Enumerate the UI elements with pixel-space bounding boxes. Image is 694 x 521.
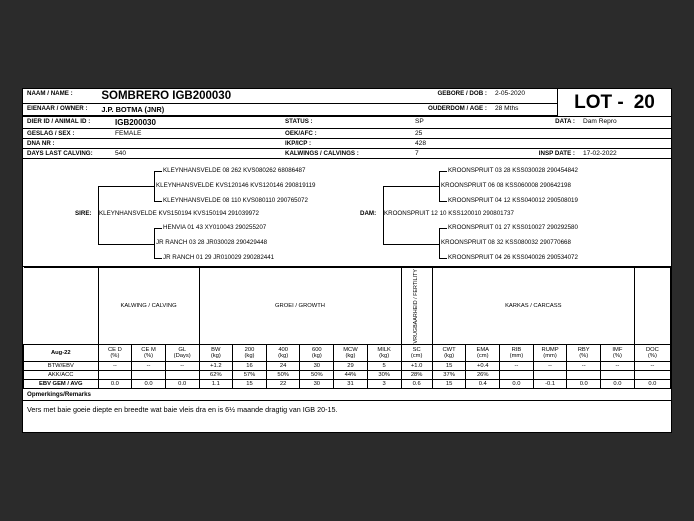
- cell-avg-ce-d: 0.0: [98, 380, 132, 389]
- value-insp-date: 17-02-2022: [583, 150, 617, 157]
- dam-ancestor-1: KROONSPRUIT 03 28 KSS030028 290454842: [448, 167, 578, 174]
- col-doc-unit: (%): [647, 353, 657, 360]
- cell-btw-rib: --: [500, 362, 534, 371]
- table-column-header-row: [24, 345, 671, 362]
- col-ce-m-name: CE M: [141, 346, 156, 353]
- header-block: [23, 89, 671, 117]
- col-400-unit: (kg): [278, 353, 289, 360]
- dam-ancestor-3: KROONSPRUIT 04 12 KSS040012 290508019: [448, 197, 578, 204]
- group-calving: KALWING / CALVING: [98, 268, 199, 345]
- group-fertility-label: VRUGBAARHEID / FERTILITY: [412, 269, 419, 344]
- label-dna-right: [473, 139, 579, 148]
- sire-bracket-top: [98, 186, 154, 187]
- label-owner: EIENAAR / OWNER :: [27, 105, 88, 112]
- label-owner-mid: [240, 104, 349, 115]
- value-animal-name: SOMBRERO IGB200030: [101, 90, 232, 102]
- value-sex: FEMALE: [115, 130, 142, 137]
- cell-btw-200: 16: [233, 362, 267, 371]
- value-age: 28 Mths: [494, 105, 519, 112]
- remarks-text: Vers met baie goeie diepte en breedte wat baie vleis dra en is 6½ maande dragtig van IGB 20-15.: [27, 405, 338, 415]
- cell-avg-600: 30: [300, 380, 334, 389]
- dam-sub-bracket-1: [439, 171, 440, 201]
- col-rby-unit: (%): [579, 353, 589, 360]
- value-owner: J.P. BOTMA (JNR): [101, 105, 165, 114]
- col-doc-name: DOC: [645, 346, 659, 353]
- value-animal-id: IGB200030: [115, 118, 156, 127]
- dam-ancestor-6: KROONSPRUIT 04 26 KSS040026 290534072: [448, 254, 578, 261]
- cell-acc-gl: [165, 371, 199, 380]
- row-label-btw-ebv: BTW/EBV: [24, 362, 99, 371]
- col-rby: [567, 345, 601, 362]
- cell-acc-200: 57%: [233, 371, 267, 380]
- col-ema: [466, 345, 500, 362]
- col-rib: [500, 345, 534, 362]
- cell-btw-bw: +1.2: [199, 362, 233, 371]
- dam-ancestor-5: KROONSPRUIT 08 32 KSS080032 290770668: [441, 239, 571, 246]
- cell-btw-sc: +1.0: [401, 362, 432, 371]
- label-dna-nr: DNA NR :: [27, 140, 55, 147]
- col-600: [300, 345, 334, 362]
- row-label-ebv-avg: EBV GEM / AVG: [24, 380, 99, 389]
- cell-btw-milk: 5: [367, 362, 401, 371]
- col-200: [233, 345, 267, 362]
- col-400: [266, 345, 300, 362]
- cell-acc-ema: 26%: [466, 371, 500, 380]
- group-blank: [24, 268, 99, 345]
- col-rump-unit: (mm): [543, 353, 557, 360]
- col-ce-m-unit: (%): [144, 353, 154, 360]
- dam-label: DAM:: [360, 210, 377, 217]
- cell-acc-sc: 28%: [401, 371, 432, 380]
- sire-sub-line-4: [154, 258, 162, 259]
- col-gl: [165, 345, 199, 362]
- col-rump: [533, 345, 567, 362]
- group-doc-blank: [634, 268, 670, 345]
- value-dob: 2-05-2020: [494, 90, 526, 97]
- label-data: DATA :: [555, 118, 575, 125]
- sire-sub-line-3: [154, 228, 162, 229]
- cell-acc-ce-d: [98, 371, 132, 380]
- dam-sub-line-4: [439, 258, 447, 259]
- col-600-name: 600: [311, 346, 322, 353]
- col-rby-name: RBY: [577, 346, 590, 353]
- table-row: [24, 371, 671, 380]
- header-row-sex: [23, 129, 671, 139]
- group-growth: GROEI / GROWTH: [199, 268, 401, 345]
- header-row-dna: [23, 139, 671, 149]
- header-row-owner: [23, 104, 557, 116]
- group-carcass: KARKAS / CARCASS: [432, 268, 634, 345]
- col-ema-name: EMA: [476, 346, 490, 353]
- header-row-days-last-calving: [23, 149, 671, 159]
- col-sc: [401, 345, 432, 362]
- cell-avg-bw: 1.1: [199, 380, 233, 389]
- value-owner-mid: [349, 104, 402, 115]
- value-status: SP: [415, 118, 424, 125]
- col-imf: [601, 345, 635, 362]
- label-name-mid: [240, 89, 349, 103]
- label-insp-date: INSP DATE :: [538, 150, 575, 157]
- sire-ancestor-1: KLEYNHANSVELDE 08 262 KVS080262 68086487: [163, 167, 306, 174]
- dam-sub-line-3: [439, 228, 447, 229]
- cell-acc-rby: [567, 371, 601, 380]
- cell-avg-cwt: 15: [432, 380, 466, 389]
- cell-btw-rby: --: [567, 362, 601, 371]
- label-animal-id: DIER ID / ANIMAL ID :: [27, 118, 91, 125]
- sire-ancestor-6: JR RANCH 01 29 JR010029 290282441: [163, 254, 275, 261]
- cell-avg-ce-m: 0.0: [132, 380, 166, 389]
- cell-btw-doc: --: [634, 362, 670, 371]
- cell-btw-gl: --: [165, 362, 199, 371]
- cell-avg-200: 15: [233, 380, 267, 389]
- cell-avg-gl: 0.0: [165, 380, 199, 389]
- lot-number: 20: [633, 91, 655, 113]
- sire-bracket-bottom: [98, 244, 154, 245]
- col-cwt: [432, 345, 466, 362]
- header-row-name: [23, 89, 557, 104]
- col-gl-unit: (Days): [173, 353, 191, 360]
- cell-avg-doc: 0.0: [634, 380, 670, 389]
- value-data: Dam Repro: [583, 118, 617, 125]
- col-sc-unit: (cm): [410, 353, 423, 360]
- header-details: [23, 89, 557, 116]
- cell-btw-cwt: 15: [432, 362, 466, 371]
- cell-btw-ema: +0.4: [466, 362, 500, 371]
- col-rib-unit: (mm): [509, 353, 524, 360]
- table-row: [24, 380, 671, 389]
- sire-sub-line-2: [154, 201, 162, 202]
- lot-box: [557, 89, 671, 116]
- cell-btw-mcw: 29: [334, 362, 368, 371]
- cell-avg-milk: 3: [367, 380, 401, 389]
- col-200-name: 200: [244, 346, 255, 353]
- cell-avg-rib: 0.0: [500, 380, 534, 389]
- col-bw-name: BW: [211, 346, 221, 353]
- value-name-mid: [349, 89, 402, 103]
- cell-btw-400: 24: [266, 362, 300, 371]
- col-400-name: 400: [278, 346, 288, 353]
- value-days-last-calving: 540: [115, 150, 127, 157]
- group-fertility: [401, 268, 432, 345]
- dam-ancestor-2: KROONSPRUIT 06 08 KSS060008 290642198: [441, 182, 571, 189]
- dam-bracket-top: [383, 186, 439, 187]
- cell-avg-rump: -0.1: [533, 380, 567, 389]
- sire-self: KLEYNHANSVELDE KVS150194 KVS150194 291039972: [99, 210, 259, 217]
- cell-btw-ce-d: --: [98, 362, 132, 371]
- cell-avg-sc: 0.6: [401, 380, 432, 389]
- dam-self: KROONSPRUIT 12 10 KSS120010 290801737: [384, 210, 514, 217]
- col-cwt-unit: (kg): [444, 353, 455, 360]
- col-cwt-name: CWT: [442, 346, 456, 353]
- sire-ancestor-2: KLEYNHANSVELDE KVS120146 KVS120146 290819119: [156, 182, 316, 189]
- sire-bracket-main: [98, 186, 99, 244]
- col-imf-unit: (%): [612, 353, 622, 360]
- col-mcw: [334, 345, 368, 362]
- col-bw: [199, 345, 233, 362]
- cell-btw-600: 30: [300, 362, 334, 371]
- sire-ancestor-4: HENVIA 01 43 XY010043 290255207: [163, 224, 267, 231]
- dam-sub-line-2: [439, 201, 447, 202]
- label-icp: IKP/ICP :: [285, 140, 312, 147]
- cell-avg-imf: 0.0: [601, 380, 635, 389]
- col-milk-name: MILK: [377, 346, 391, 353]
- col-imf-name: IMF: [612, 346, 623, 353]
- value-sex-right: [579, 129, 657, 138]
- cell-acc-400: 50%: [266, 371, 300, 380]
- cell-acc-bw: 62%: [199, 371, 233, 380]
- value-afc: 25: [415, 130, 423, 137]
- table-date-label: Aug-22: [24, 345, 99, 362]
- sire-sub-bracket-1: [154, 171, 155, 201]
- cell-acc-doc: [634, 371, 670, 380]
- pedigree-block: [23, 159, 671, 267]
- table-group-header-row: [24, 268, 671, 345]
- label-days-last-calving: DAYS LAST CALVING:: [27, 150, 93, 157]
- sire-sub-bracket-2: [154, 228, 155, 258]
- cell-btw-ce-m: --: [132, 362, 166, 371]
- sire-sub-line-1: [154, 171, 162, 172]
- col-bw-unit: (kg): [210, 353, 221, 360]
- dam-ancestor-4: KROONSPRUIT 01 27 KSS010027 290292580: [448, 224, 578, 231]
- label-status: STATUS :: [285, 118, 313, 125]
- label-age: OUDERDOM / AGE :: [428, 105, 487, 112]
- sire-label: SIRE:: [75, 210, 92, 217]
- label-sex-right: [473, 129, 579, 138]
- table-row: [24, 362, 671, 371]
- dam-bracket-main: [383, 186, 384, 244]
- cell-acc-600: 50%: [300, 371, 334, 380]
- cell-btw-rump: --: [533, 362, 567, 371]
- cell-acc-milk: 30%: [367, 371, 401, 380]
- label-afc: OEK/AFC :: [285, 130, 317, 137]
- cell-acc-cwt: 37%: [432, 371, 466, 380]
- col-ce-d-name: CE D: [107, 346, 122, 353]
- col-milk-unit: (kg): [379, 353, 390, 360]
- cell-acc-rump: [533, 371, 567, 380]
- lot-label: LOT -: [574, 91, 624, 113]
- remarks-title: Opmerkings/Remarks: [23, 389, 671, 401]
- cell-acc-ce-m: [132, 371, 166, 380]
- cell-acc-imf: [601, 371, 635, 380]
- sire-ancestor-3: KLEYNHANSVELDE 08 110 KVS080110 290765072: [163, 197, 308, 204]
- col-600-unit: (kg): [311, 353, 322, 360]
- label-dob: GEBORE / DOB :: [437, 90, 487, 97]
- col-rump-name: RUMP: [541, 346, 559, 353]
- dam-bracket-bottom: [383, 244, 439, 245]
- col-sc-name: SC: [412, 346, 421, 353]
- animal-catalogue-card: [22, 88, 672, 433]
- value-dna-nr: [111, 139, 281, 148]
- col-mcw-unit: (kg): [345, 353, 356, 360]
- cell-acc-rib: [500, 371, 534, 380]
- sire-ancestor-5: JR RANCH 03 28 JR030028 290429448: [156, 239, 268, 246]
- dam-sub-bracket-2: [439, 228, 440, 258]
- header-row-animal-id: [23, 117, 671, 129]
- col-ce-d-unit: (%): [110, 353, 120, 360]
- col-ce-d: [98, 345, 132, 362]
- col-ema-unit: (cm): [476, 353, 489, 360]
- cell-acc-mcw: 44%: [334, 371, 368, 380]
- col-doc: [634, 345, 670, 362]
- value-calvings: 7: [415, 150, 419, 157]
- cell-avg-400: 22: [266, 380, 300, 389]
- col-mcw-name: MCW: [343, 346, 358, 353]
- col-200-unit: (kg): [244, 353, 255, 360]
- label-calvings: KALWINGS / CALVINGS :: [285, 150, 359, 157]
- row-label-akk-acc: AKK/ACC: [24, 371, 99, 380]
- label-sex: GESLAG / SEX :: [27, 130, 75, 137]
- value-icp: 428: [415, 140, 427, 147]
- cell-avg-rby: 0.0: [567, 380, 601, 389]
- cell-btw-imf: --: [601, 362, 635, 371]
- col-ce-m: [132, 345, 166, 362]
- value-dna-right: [579, 139, 657, 148]
- col-rib-name: RIB: [511, 346, 522, 353]
- performance-table: [23, 267, 671, 389]
- col-gl-name: GL: [178, 346, 187, 353]
- label-name: NAAM / NAME :: [27, 90, 73, 97]
- cell-avg-mcw: 31: [334, 380, 368, 389]
- cell-avg-ema: 0.4: [466, 380, 500, 389]
- col-milk: [367, 345, 401, 362]
- dam-sub-line-1: [439, 171, 447, 172]
